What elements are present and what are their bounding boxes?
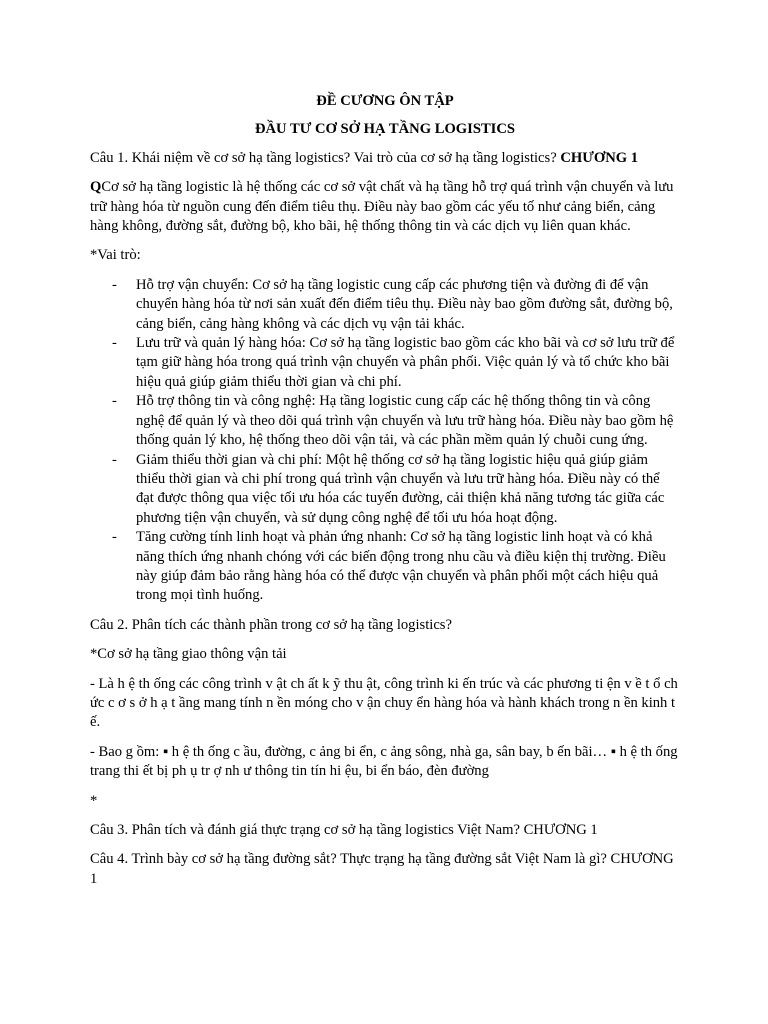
question-1 (90, 149, 680, 168)
question-4: Câu 4. Trình bày cơ sở hạ tầng đường sắt? Thực trạng hạ tầng đường sắt Việt Nam là gì? CHƯƠNG 1 (90, 851, 674, 887)
bullet-dash: - (112, 451, 117, 468)
definition-lead-letter: Q (90, 179, 102, 196)
bullet-dash: - (112, 335, 117, 352)
document-title-line2: ĐẦU TƯ CƠ SỞ HẠ TẦNG LOGISTICS (254, 121, 516, 138)
role-text: Hỗ trợ vận chuyển: Cơ sở hạ tầng logistic cung cấp các phương tiện và đường đi để vận chuyển hàng hóa từ nơi sản xuất đến điểm tiêu thụ. Điều này bao gồm đường sắt, đường bộ, cảng biển, cảng hàng không và các dịch vụ vận tải khác. (136, 276, 673, 332)
document-page (90, 92, 680, 899)
bullet-dash: - (112, 276, 117, 293)
question-1-chapter: CHƯƠNG 1 (560, 149, 639, 166)
list-item (90, 334, 680, 392)
question-3: Câu 3. Phân tích và đánh giá thực trạng cơ sở hạ tầng logistics Việt Nam? CHƯƠNG 1 (90, 822, 598, 838)
list-item (90, 528, 680, 606)
list-item (90, 451, 680, 529)
roles-list (90, 276, 680, 606)
document-title-line1: ĐỀ CƯƠNG ÔN TẬP (316, 93, 454, 109)
role-text: Giảm thiểu thời gian và chi phí: Một hệ thống cơ sở hạ tầng logistic hiệu quả giúp giảm thiểu thời gian và chi phí trong quá trình vận chuyển và lưu trữ hàng hóa. Điều này có thể đạt được thông qua việc tối ưu hóa các tuyến đường, cải thiện khả năng tương tác giữa các phương tiện vận chuyển, và sử dụng công nghệ để tối ưu hóa hoạt động. (136, 451, 665, 526)
role-text: Lưu trữ và quản lý hàng hóa: Cơ sở hạ tầng logistic bao gồm các kho bãi và cơ sở lưu trữ để tạm giữ hàng hóa trong quá trình vận chuyển và phân phối. Việc quản lý và tổ chức kho bãi hiệu quả giúp giảm thiểu thời gian và chi phí. (136, 335, 675, 390)
question-1-text: Câu 1. Khái niệm về cơ sở hạ tầng logistics? Vai trò của cơ sở hạ tầng logistics? (90, 149, 557, 166)
definition-paragraph (90, 178, 680, 236)
transport-definition: - Là h ệ th ống các công trình v ật ch ất k ỹ thu ật, công trình ki ến trúc và các phương ti ện v ề t ổ ch ức c ơ s ở h ạ t ầng mang tính n ền móng cho v ận chuy ển hàng hóa và hành khách trong n ền kinh t ế. (90, 675, 678, 731)
bullet-dash: - (112, 393, 117, 410)
roles-heading: *Vai trò: (90, 247, 141, 264)
list-item (90, 276, 680, 334)
bullet-dash: - (112, 529, 117, 546)
asterisk-line: * (90, 792, 98, 809)
definition-text: Cơ sở hạ tầng logistic là hệ thống các cơ sở vật chất và hạ tầng hỗ trợ quá trình vận chuyển và lưu trữ hàng hóa từ nguồn cung đến điểm tiêu thụ. Điều này bao gồm các yếu tố như cảng biển, cảng hàng không, đường sắt, đường bộ, kho bãi, hệ thống thông tin và các dịch vụ liên quan khác. (90, 179, 674, 235)
transport-heading: *Cơ sở hạ tầng giao thông vận tải (90, 646, 287, 663)
role-text: Tăng cường tính linh hoạt và phản ứng nhanh: Cơ sở hạ tầng logistic linh hoạt và có khả năng thích ứng nhanh chóng với các biến động trong nhu cầu và điều kiện thị trường. Điều này giúp đảm bảo rằng hàng hóa có thể được vận chuyển và phân phối một cách hiệu quả trong mọi tình huống. (136, 529, 666, 604)
question-2: Câu 2. Phân tích các thành phần trong cơ sở hạ tầng logistics? (90, 616, 452, 633)
list-item (90, 392, 680, 450)
role-text: Hỗ trợ thông tin và công nghệ: Hạ tầng logistic cung cấp các hệ thống thông tin và công nghệ để quản lý và theo dõi quá trình vận chuyển và lưu trữ hàng hóa. Điều này bao gồm hệ thống quản lý kho, hệ thống theo dõi vận tải, và các phần mềm quản lý chuỗi cung ứng. (136, 393, 674, 449)
transport-includes: - Bao g ồm: ▪ h ệ th ống c ầu, đường, c ảng bi ển, c ảng sông, nhà ga, sân bay, b ến bãi… ▪ h ệ th ống trang thi ết bị ph ụ tr ợ nh ư thông tin tín hi ệu, bi ển báo, đèn đường (90, 743, 678, 780)
